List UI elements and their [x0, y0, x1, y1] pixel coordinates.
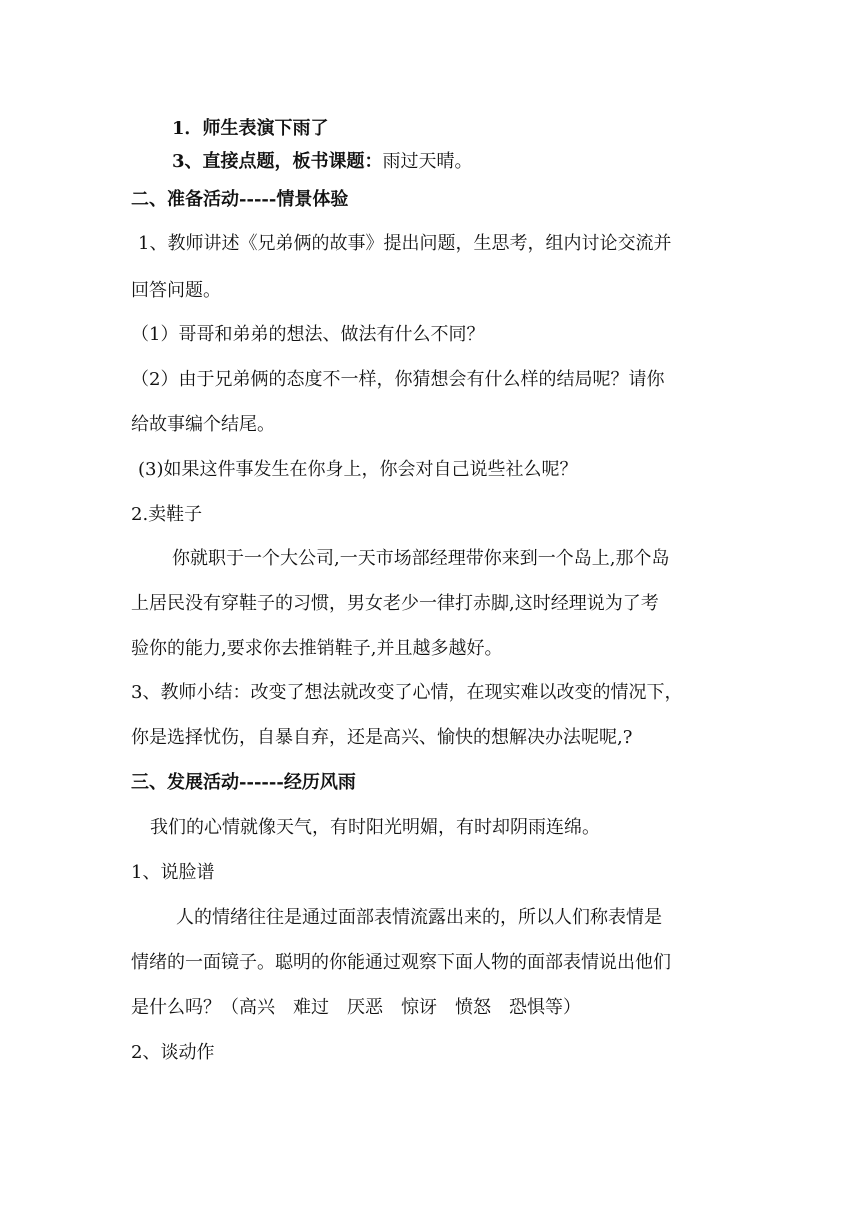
line-21-text: 是什么吗？（高兴 难过 厌恶 惊讶 愤怒 恐惧等）: [131, 997, 581, 1018]
line-8-text: 给故事编个结尾。: [131, 414, 275, 435]
line-1: [172, 117, 329, 141]
line-2: [172, 150, 473, 174]
line-2-text: 雨过天晴。: [382, 151, 473, 172]
section-heading-3-text: 三、发展活动------经历风雨: [131, 772, 356, 793]
line-22: [131, 1041, 214, 1065]
line-19: [176, 906, 662, 930]
line-20: [131, 951, 671, 975]
line-12-text: 上居民没有穿鞋子的习惯，男女老少一律打赤脚,这时经理说为了考: [131, 593, 659, 614]
line-9: [138, 458, 578, 482]
line-10: [131, 503, 202, 527]
section-heading-2-text: 二、准备活动-----情景体验: [131, 189, 349, 210]
line-14-text: 3、教师小结：改变了想法就改变了心情，在现实难以改变的情况下，: [131, 682, 683, 703]
line-22-text: 2、谈动作: [131, 1042, 215, 1063]
line-6: [131, 323, 484, 347]
line-12: [131, 592, 659, 616]
line-6-text: （1）哥哥和弟弟的想法、做法有什么不同？: [131, 324, 485, 345]
line-14: [131, 681, 682, 705]
line-15-text: 你是选择忧伤，自暴自弃，还是高兴、愉快的想解决办法呢呢,?: [131, 727, 633, 748]
line-7-text: （2）由于兄弟俩的态度不一样，你猜想会有什么样的结局呢？请你: [131, 369, 665, 390]
line-8: [131, 413, 275, 437]
line-17-text: 我们的心情就像天气，有时阳光明媚，有时却阴雨连绵。: [150, 817, 600, 838]
line-7: [131, 368, 664, 392]
line-20-text: 情绪的一面镜子。聪明的你能通过观察下面人物的面部表情说出他们: [131, 952, 671, 973]
line-10-text: 2.卖鞋子: [131, 504, 203, 525]
line-2-bold: 3、直接点题，板书课题：: [172, 151, 383, 172]
line-5-text: 回答问题。: [131, 280, 221, 301]
line-1-bold: 1．师生表演下雨了: [172, 118, 329, 139]
line-17: [150, 816, 600, 840]
line-13: [131, 637, 502, 661]
section-heading-3: [131, 771, 356, 795]
line-15: [131, 726, 632, 750]
line-13-text: 验你的能力,要求你去推销鞋子,并且越多越好。: [131, 638, 503, 659]
line-19-text: 人的情绪往往是通过面部表情流露出来的，所以人们称表情是: [176, 907, 662, 928]
line-5: [131, 279, 221, 303]
section-heading-2: [131, 188, 348, 212]
line-4-text: 1、教师讲述《兄弟俩的故事》提出问题，生思考，组内讨论交流并: [138, 233, 672, 254]
line-18: [131, 861, 214, 885]
line-11: [172, 547, 669, 571]
line-11-text: 你就职于一个大公司,一天市场部经理带你来到一个岛上,那个岛: [172, 548, 670, 569]
line-18-text: 1、说脸谱: [131, 862, 215, 883]
line-21: [131, 996, 581, 1020]
line-4: [138, 232, 671, 256]
line-9-text: (3)如果这件事发生在你身上，你会对自己说些社么呢？: [138, 459, 578, 480]
